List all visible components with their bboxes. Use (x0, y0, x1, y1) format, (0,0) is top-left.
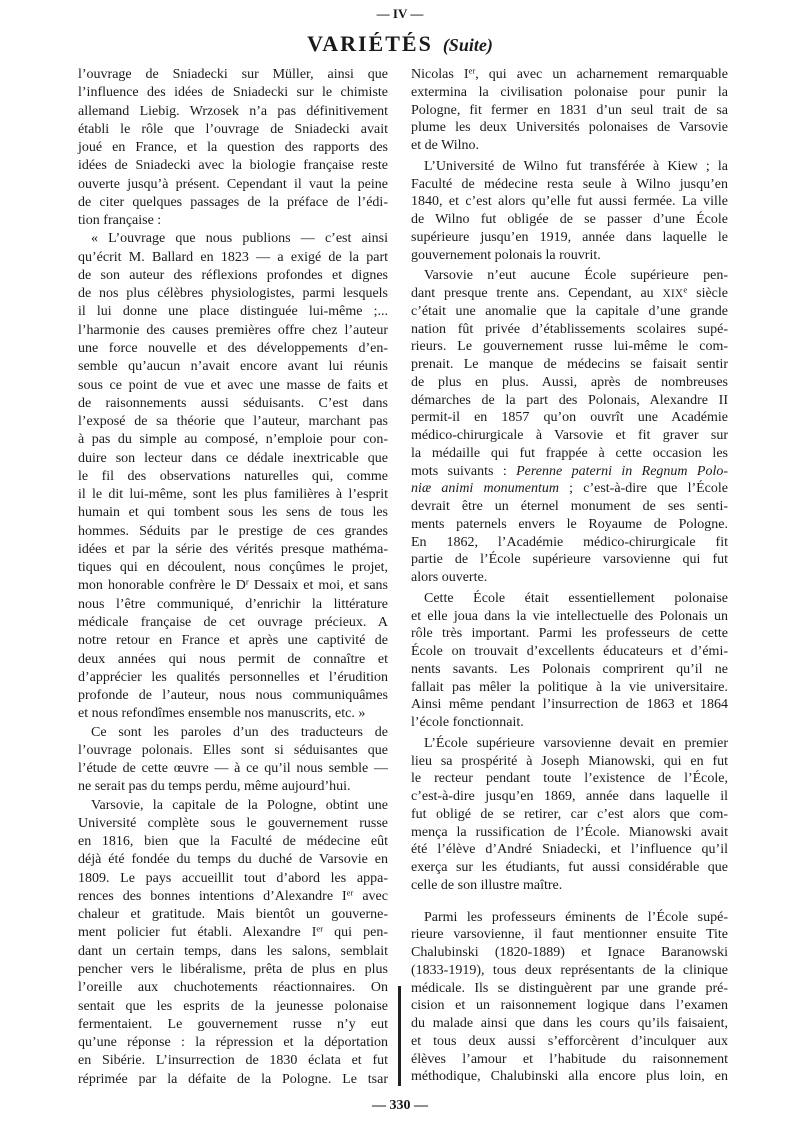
text-line: tiques qui en découlent, nous conçûmes le projet, (78, 560, 388, 576)
text-line: duire son lecteur dans ce dédale inextricable que (78, 450, 388, 466)
text-line: 1809. Le pays accueillit tout d’abord les appa- (78, 870, 388, 886)
text-line: idées et par la série des vérités presque mathéma- (78, 541, 388, 557)
text-line: ne serait pas du temps perdu, même aujourd’hui. (78, 779, 351, 795)
text-line: hommes. Séduits par le prestige de ces grandes (78, 523, 388, 539)
text-line: extermina la civilisation polonaise pour punir la (411, 84, 728, 100)
text-line: médicale. Ils se distinguèrent par une grande pré- (411, 980, 728, 996)
text-line (78, 924, 388, 942)
text-line: fut obligé de se retirer, car c’est alors que com- (411, 806, 728, 822)
text-line: devrait être un éternel monument de ses senti- (411, 499, 728, 514)
text-run: mots suivants : (411, 463, 517, 479)
text-line: il le dit lui-même, sont les plus familières à l’esprit (78, 487, 388, 503)
paragraph (411, 590, 728, 732)
text-line: la médaille qui fut frappée à cette occasion les (411, 445, 728, 461)
text-line: sentait que les esprits de la jeunesse polonaise (78, 998, 388, 1014)
text-line: humain et qui tombent sous les sens de tous les (78, 505, 388, 521)
paragraph (411, 158, 728, 265)
text-line: et nous refondîmes ensemble nos manuscrits, etc. » (78, 706, 366, 722)
section-title-block (0, 30, 800, 61)
text-line: du malade ainsi que dans les cours qu’ils faisaient, (411, 1016, 728, 1031)
right-column (411, 66, 728, 1086)
section-title-suite: (Suite) (442, 35, 493, 55)
text-line: deux années qui nous permit de connaître et (78, 651, 388, 667)
text-run: ; c’est-à-dire que l’École (558, 481, 728, 497)
text-line: joué en France, et la question des rapports des (78, 140, 388, 156)
text-line: Cette École était essentiellement polonaise (424, 590, 728, 606)
paragraph (411, 267, 728, 587)
text-line: Université complète sous le gouvernement russe (78, 815, 388, 831)
text-line: notre retour en France et après une captivité de (78, 633, 388, 649)
text-line: l’harmonie des causes premières offre chez l’auteur (78, 322, 388, 338)
page-number: — 330 — (372, 1098, 428, 1113)
text-line: déjà été fondée du temps du duché de Varsovie en (78, 852, 388, 868)
text-line: (1833-1919), tous deux représentants de la clinique (411, 962, 728, 978)
text-line: gouvernement polonais la rouvrit. (411, 247, 601, 263)
paragraph (411, 909, 728, 1087)
text-line: Ainsi même pendant l’insurrection de 1863 et 1864 (411, 697, 728, 713)
running-head-folio: — IV — (376, 6, 424, 21)
paragraph (78, 724, 388, 797)
paragraph (411, 66, 728, 155)
text-line: nous l’être communiqué, d’enrichir la littérature (78, 596, 388, 612)
text-line: l’école fonctionnait. (411, 715, 524, 730)
scan-margin-mark (398, 986, 401, 1086)
text-line: ments paternels envers le Royaume de Pologne. (411, 516, 728, 532)
text-line: le fil des observations naturelles qui, comme (78, 468, 388, 484)
text-line (411, 463, 728, 481)
text-line: partie de l’École supérieure varsovienne qui fut (411, 552, 728, 568)
text-line: Varsovie n’eut aucune École supérieure pen- (424, 268, 728, 284)
text-run: dant presque trente ans. Cependant, au (411, 286, 663, 301)
text-line: il lui donne une place distinguée lui-même ;... (78, 304, 388, 320)
text-line (78, 577, 388, 595)
text-line: lieu sa prospérité à Joseph Mianowski, qui en fut (411, 753, 728, 769)
text-line: l’oreille aux chuchotements réactionnaires. On (78, 980, 388, 996)
text-line: d’apprécier les qualités personnelles et l’érudition (78, 669, 388, 685)
paragraph (78, 230, 388, 723)
text-run: ment policier fut établi. Alexandre I (78, 925, 317, 941)
text-line: et elle joua dans la vie intellectuelle des Polonais un (411, 608, 728, 624)
text-line: L’Université de Wilno fut transférée à Kiew ; la (424, 158, 728, 174)
text-line: l’exposé de sa théorie que l’auteur, marchant pas (78, 414, 388, 430)
text-line: École on trouvait d’excellents éducateurs et d’émi- (411, 644, 728, 659)
text-line: en Sibérie. L’insurrection de 1830 éclata et fut (78, 1053, 388, 1069)
text-run: qui pen- (323, 925, 389, 941)
text-line: sous ce point de vue et avec une masse de faits et (78, 377, 388, 393)
text-line: Faculté de médecine resta seule à Wilno jusqu’en (411, 176, 728, 192)
text-line: En 1862, l’Académie médico-chirurgicale fit (411, 534, 728, 550)
text-line: en 1816, bien que la Faculté de médecine eût (78, 834, 388, 850)
text-line: 1840, et c’est alors qu’elle fut aussi fermée. La ville (411, 194, 728, 210)
section-title: VARIÉTÉS (307, 31, 433, 56)
text-line: médico-chirurgicale à Varsovie et fit graver sur (411, 428, 728, 443)
text-line: Pologne, fit fermer en 1831 d’un seul trait de sa (411, 102, 728, 118)
text-line: alors ouverte. (411, 570, 488, 585)
text-line: l’influence des idées de Sniadecki sur le chimiste (78, 85, 388, 101)
italic-text: niæ animi monumentum (411, 481, 559, 497)
text-line: de Wilno fut obligée de se passer d’une École (411, 212, 728, 227)
text-line: ouverte jusqu’à présent. Cependant il vaut la peine (78, 176, 388, 192)
text-line: l’étude de cette œuvre — à ce qu’il nous semble — (78, 761, 388, 777)
superscript: r (245, 577, 249, 588)
text-line (411, 66, 728, 84)
italic-text: Perenne paterni in Regnum Polo- (516, 463, 728, 479)
text-line: été l’élève d’André Sniadecki, et l’influence qu’il (411, 842, 728, 858)
text-line: l’ouvrage de Sniadecki sur Müller, ainsi que (78, 67, 388, 82)
superscript: er (346, 887, 354, 898)
text-line: le recteur pendant toute l’existence de l’École, (411, 771, 728, 787)
text-line: nation fût privée d’établissements scolaires supé- (411, 321, 728, 337)
text-run: Dessaix et moi, et sans (248, 578, 388, 594)
text-line: tion française : (78, 213, 162, 229)
text-line: c’était une anomalie que la capitale d’une grande (411, 303, 728, 319)
superscript: er (316, 924, 324, 935)
text-line: à pas du simple au composé, n’emploie pour con- (78, 432, 388, 448)
text-line: supérieure jusqu’en 1919, année dans laquelle le (411, 229, 728, 245)
text-line: qu’écrit M. Ballard en 1823 — a exigé de la part (78, 249, 388, 265)
text-line: une force nouvelle et des développements d’en- (78, 340, 388, 356)
text-line: méthodique, Chalubinski alla encore plus loin, en (411, 1069, 728, 1085)
text-line: démarches de la part des Polonais, Alexandre II (411, 392, 728, 408)
paragraph (78, 797, 388, 1089)
text-line: de raisonnements aussi séduisants. C’est dans (78, 395, 388, 411)
text-line: et de Wilno. (411, 138, 479, 153)
text-run: rences des bonnes intentions d’Alexandre I (78, 888, 347, 904)
text-line: rieurs. Le gouvernement russe lui-même le com- (411, 339, 728, 355)
text-line: rieure varsovienne, il faut mentionner ensuite Tite (411, 927, 728, 943)
text-line: plume les deux Universités polonaises de Varsovie (411, 120, 728, 136)
text-line: nents savants. Les Polonais comprirent qu’il ne (411, 661, 728, 677)
text-line: établi le rôle que l’ouvrage de Sniadecki avait (78, 121, 388, 137)
text-line: et tous deux aussi s’efforcèrent d’inculquer aux (411, 1033, 728, 1049)
text-line: permit-il en 1857 qu’on ouvrît une Académie (411, 410, 728, 426)
text-line: L’École supérieure varsovienne devait en premier (424, 735, 728, 751)
text-line: « L’ouvrage que nous publions — c’est ainsi (91, 231, 388, 247)
text-line: c’est-à-dire jusqu’en 1869, année dans laquelle il (411, 789, 728, 804)
text-line: exerça sur les étudiants, fut aussi considérable que (411, 860, 728, 875)
text-line: profonde de l’auteur, nous nous communiquâmes (78, 688, 388, 704)
text-line: élèves l’amour et l’habitude du raisonnement (411, 1051, 728, 1067)
text-line: de plus en plus. Aussi, après de nombreuses (411, 374, 728, 390)
text-line (78, 888, 388, 906)
paragraph (411, 735, 728, 895)
text-line: mença la russification de l’École. Mianowski avait (411, 824, 728, 840)
text-line: allemand Liebig. Wrzosek n’a pas définitivement (78, 103, 388, 119)
text-run: siècle (687, 286, 728, 301)
text-run: , qui avec un acharnement remarquable (475, 67, 728, 82)
text-line: de nos plus célèbres physiologistes, parmi lesquels (78, 286, 388, 302)
text-line: fermentaient. Le gouvernement russe n’y eut (78, 1016, 388, 1032)
superscript: e (683, 284, 688, 295)
text-line: Chalubinski (1820-1889) et Ignace Baranowski (411, 945, 728, 960)
text-line: qu’une réponse : la répression et la déportation (78, 1035, 388, 1051)
text-line: dant un certain temps, dans les salons, semblait (78, 943, 388, 959)
text-line: de citer quelques passages de la préface de l’édi- (78, 194, 388, 210)
text-line: l’ouvrage polonais. Elles sont si séduisantes que (78, 742, 388, 758)
text-run: mon honorable confrère le D (78, 578, 246, 594)
text-line: pencher vers le libéralisme, prêta de plus en plus (78, 962, 388, 978)
text-line (411, 480, 728, 498)
text-run: Nicolas I (411, 67, 469, 82)
text-line: médicale française de cet ouvrage précieux. A (78, 614, 388, 630)
text-line: idées de Sniadecki avec la biologie française reste (78, 158, 388, 174)
text-line: fallait pas mêler la politique à la vie universitaire. (411, 679, 728, 695)
text-line: de son auteur des réflexions profondes et dignes (78, 267, 388, 283)
text-line: Varsovie, la capitale de la Pologne, obtint une (91, 797, 388, 813)
text-line: rôle très important. Parmi les professeurs de cette (411, 626, 728, 642)
text-line: Ce sont les paroles d’un des traducteurs de (91, 724, 388, 740)
text-line: Parmi les professeurs éminents de l’École supé- (424, 909, 728, 925)
text-line: prenait. Le manque de médecins se faisait sentir (411, 357, 728, 372)
text-line: chaleur et gratitude. Mais bientôt un gouverne- (78, 907, 388, 923)
text-line (411, 285, 728, 303)
text-run: avec (353, 888, 388, 904)
superscript: er (468, 65, 476, 76)
text-line: celle de son illustre maître. (411, 877, 563, 893)
paragraph (78, 66, 388, 230)
small-caps-text: XIX (662, 288, 684, 300)
text-line: cision et un raisonnement logique dans l’examen (411, 998, 728, 1014)
left-column (78, 66, 388, 1089)
text-line: réprimée par la défaite de la Pologne. Le tsar (78, 1071, 388, 1087)
text-line: semble qu’aucun n’avait encore avant lui réunis (78, 359, 388, 375)
